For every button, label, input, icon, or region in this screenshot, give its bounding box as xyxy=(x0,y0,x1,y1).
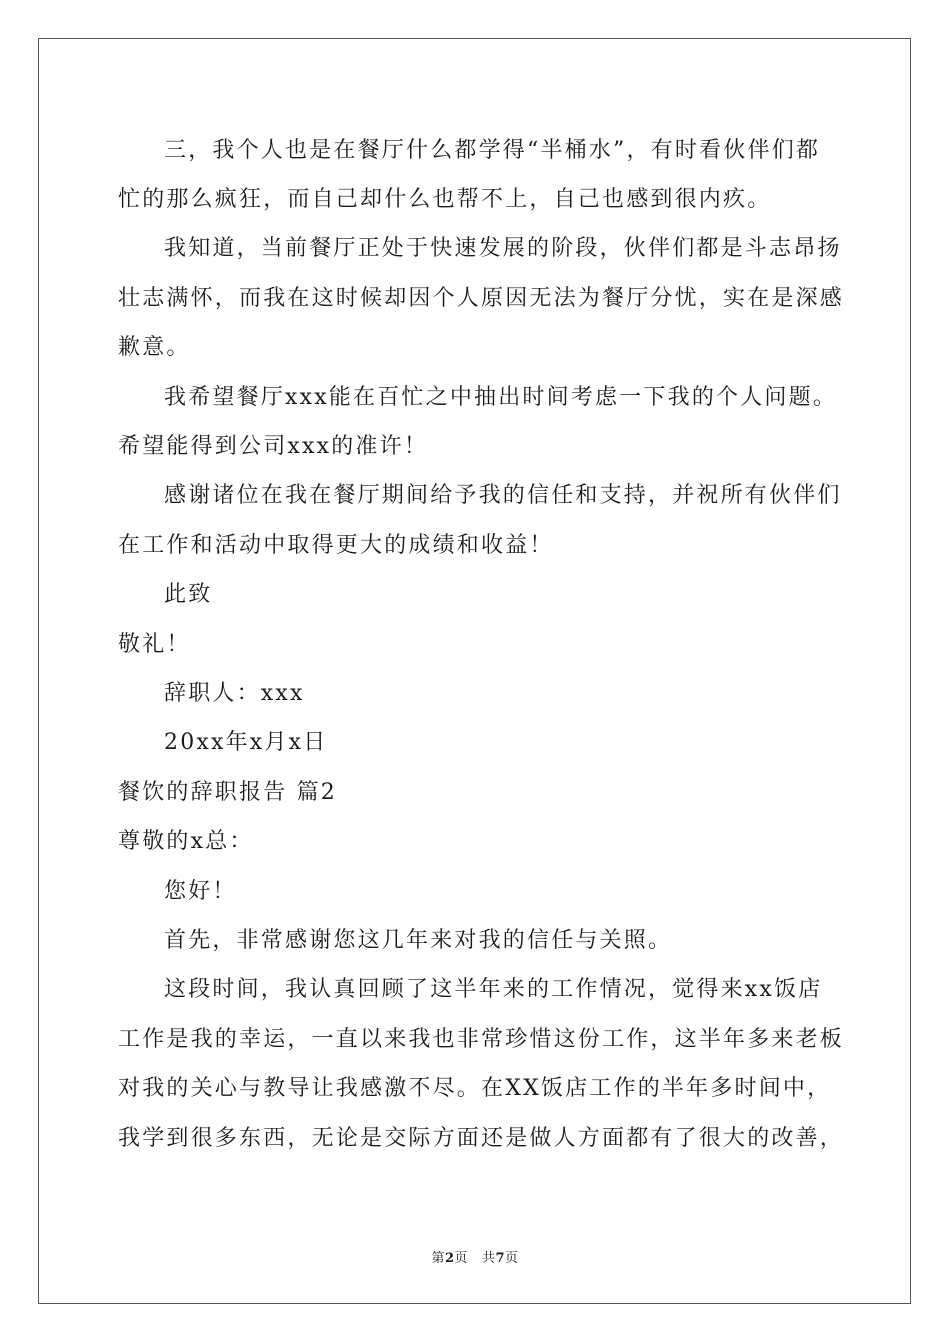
total-prefix: 共 xyxy=(481,1251,496,1266)
text-line: 忙的那么疯狂，而自己却什么也帮不上，自己也感到很内疚。 xyxy=(118,187,772,212)
text-line: 我学到很多东西，无论是交际方面还是做人方面都有了很大的改善， xyxy=(118,1126,845,1151)
page-footer xyxy=(0,1247,950,1266)
greeting-hello: 您好！ xyxy=(164,879,237,904)
salutation-closing: 此致 xyxy=(164,582,213,607)
text-line: 这段时间，我认真回顾了这半年来的工作情况，觉得来xx饭店 xyxy=(164,977,823,1002)
page-suffix: 页 xyxy=(454,1251,469,1266)
text-line: 三，我个人也是在餐厅什么都学得“半桶水”，有时看伙伴们都 xyxy=(164,138,821,163)
text-line: 壮志满怀，而我在这时候却因个人原因无法为餐厅分忧，实在是深感 xyxy=(118,286,845,311)
text-line: 感谢诸位在我在餐厅期间给予我的信任和支持，并祝所有伙伴们 xyxy=(164,483,842,508)
text-line: 在工作和活动中取得更大的成绩和收益！ xyxy=(118,533,554,558)
greeting-recipient: 尊敬的x总： xyxy=(118,829,254,854)
date-line: 20xx年x月x日 xyxy=(164,730,328,755)
total-pages: 7 xyxy=(495,1251,506,1266)
text-line: 工作是我的幸运，一直以来我也非常珍惜这份工作，这半年多来老板 xyxy=(118,1027,845,1052)
salutation-regards: 敬礼！ xyxy=(118,632,191,657)
text-line: 首先，非常感谢您这几年来对我的信任与关照。 xyxy=(164,928,673,953)
signature-line: 辞职人：xxx xyxy=(164,681,305,706)
section-heading: 餐饮的辞职报告 篇2 xyxy=(118,780,337,805)
page-prefix: 第 xyxy=(431,1251,445,1266)
text-line: 我知道，当前餐厅正处于快速发展的阶段，伙伴们都是斗志昂扬 xyxy=(164,236,842,261)
total-suffix: 页 xyxy=(505,1251,519,1266)
text-line: 歉意。 xyxy=(118,335,191,360)
text-line: 希望能得到公司xxx的准许！ xyxy=(118,434,429,459)
page-border xyxy=(38,38,911,1304)
text-line: 对我的关心与教导让我感激不尽。在XX饭店工作的半年多时间中， xyxy=(118,1076,832,1101)
page-number: 2 xyxy=(444,1251,455,1266)
text-line: 我希望餐厅xxx能在百忙之中抽出时间考虑一下我的个人问题。 xyxy=(164,385,838,410)
